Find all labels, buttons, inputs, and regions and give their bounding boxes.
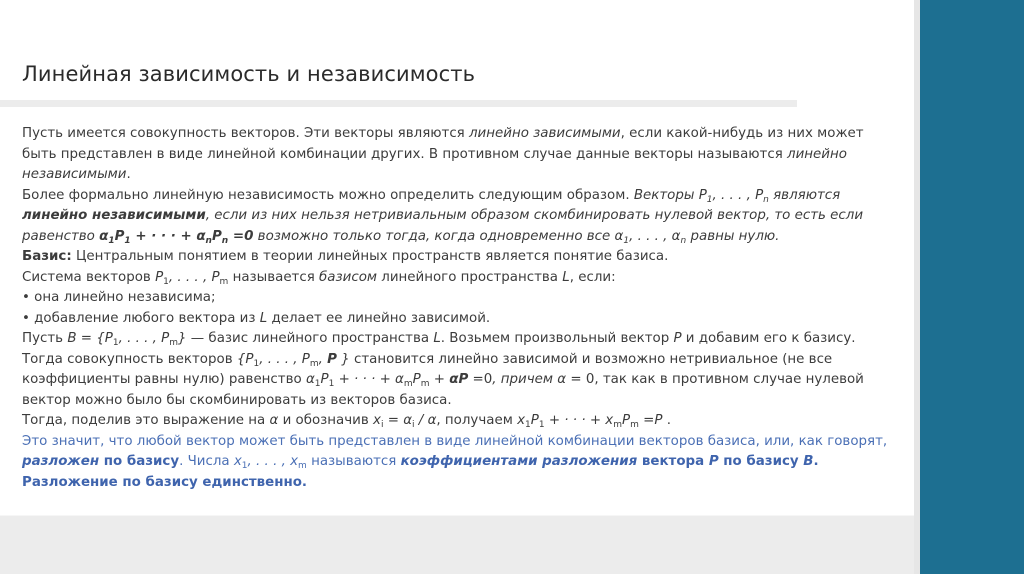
text: , . . . , α xyxy=(629,228,681,244)
uniqueness-statement: Разложение по базису единственно. xyxy=(22,474,307,490)
subscript: 1 xyxy=(328,379,335,389)
subscript: m xyxy=(309,358,319,369)
text: , . . . , P xyxy=(259,351,310,367)
text: Пусть xyxy=(22,331,68,346)
paragraph-basis-definition xyxy=(22,268,892,289)
text: , если из них нельзя нетривиальным образом скомбинировать нулевой вектор, то есть если равенство xyxy=(22,208,864,244)
text: возможно только тогда, когда одновременно все α xyxy=(253,228,624,244)
subscript: n xyxy=(680,235,687,246)
text: называются xyxy=(306,454,401,469)
text: P xyxy=(530,413,539,428)
text: P xyxy=(320,372,329,387)
text: P xyxy=(673,331,682,346)
text: α xyxy=(269,413,279,428)
text: = { xyxy=(76,331,105,346)
text: Пусть имеется совокупность векторов. Эти векторы являются xyxy=(22,126,469,141)
text: Центральным понятием в теории линейных пространств является понятие базиса. xyxy=(71,249,669,264)
paragraph-basis-proof xyxy=(22,329,892,411)
text: и обозначив xyxy=(278,413,374,428)
text: являются xyxy=(768,187,841,203)
text: вектора xyxy=(637,454,709,469)
text: + · · · + x xyxy=(544,413,614,428)
subscript: m xyxy=(219,276,229,287)
subscript: 1 xyxy=(314,379,321,389)
slide-title: Линейная зависимость и независимость xyxy=(22,62,476,86)
text: . xyxy=(126,167,131,182)
slide-body xyxy=(22,124,892,493)
text: } xyxy=(336,351,350,367)
subscript: 1 xyxy=(253,358,260,369)
text: , . . . , P xyxy=(168,269,220,285)
text: =0 xyxy=(228,228,254,244)
text: x xyxy=(517,413,526,428)
text: — базис линейного пространства xyxy=(186,331,434,346)
text: становится линейно зависимой и возможно нетривиальное (не все коэффициенты равны нулю) равенство xyxy=(22,351,833,387)
text: / α xyxy=(414,413,437,428)
term-decomposed: разложен xyxy=(22,454,100,469)
text: αP xyxy=(449,372,469,387)
text: , причем xyxy=(492,372,558,387)
text: α xyxy=(99,228,109,244)
text: , . . . , x xyxy=(247,454,299,469)
subscript: n xyxy=(205,235,212,246)
subscript: 1 xyxy=(706,194,713,205)
text: =0 xyxy=(468,372,493,387)
subscript: 1 xyxy=(112,338,119,348)
text: P xyxy=(104,331,113,346)
text: {P xyxy=(236,351,254,367)
text: α xyxy=(557,372,567,387)
subscript: m xyxy=(169,338,178,348)
text: называется xyxy=(228,269,320,285)
text: по базису xyxy=(99,454,180,469)
subscript: 1 xyxy=(124,235,131,246)
text: Более формально линейную независимость можно определить следующим образом. xyxy=(22,187,634,203)
text: P xyxy=(412,372,421,387)
text: , если какой-нибудь из них может быть представлен в виде линейной комбинации других. В противном случае данные векторы называются xyxy=(22,126,864,162)
text: B xyxy=(67,331,77,346)
subscript: 1 xyxy=(525,420,531,430)
text: L xyxy=(562,269,570,285)
subscript: m xyxy=(420,379,430,389)
text: Это значит, что любой вектор может быть представлен в виде линейной комбинации векторов базиса, или, как говорят, xyxy=(22,433,888,449)
text: по базису xyxy=(718,454,804,469)
subscript: 1 xyxy=(241,461,248,471)
text: =P xyxy=(638,413,663,428)
title-underline xyxy=(0,100,797,107)
bullet-item: • она линейно независима; xyxy=(22,290,216,305)
text: P xyxy=(708,454,719,469)
paragraph-basis xyxy=(22,247,892,268)
text: } xyxy=(178,331,187,346)
paragraph-definition xyxy=(22,124,892,186)
text: + xyxy=(429,372,450,387)
text: Система векторов xyxy=(22,269,156,285)
paragraph-division xyxy=(22,411,892,432)
term-linearly-independent-bold: линейно независимыми xyxy=(22,208,206,223)
text: P xyxy=(114,228,125,244)
text: , . . . , P xyxy=(118,331,170,346)
text: L xyxy=(259,310,268,326)
subscript: m xyxy=(403,379,413,389)
text: . xyxy=(813,454,819,469)
text: равны нулю. xyxy=(686,228,780,244)
text: B xyxy=(803,454,814,469)
text: + · · · + α xyxy=(334,372,404,387)
text: P xyxy=(622,413,631,428)
text: α xyxy=(403,413,413,428)
text: и добавим его к базису. Тогда совокупность векторов xyxy=(22,331,856,367)
text: α xyxy=(305,372,315,387)
text: делает ее линейно зависимой. xyxy=(267,310,491,326)
subscript: 1 xyxy=(108,235,115,246)
text: P xyxy=(155,269,164,285)
text: x xyxy=(233,454,242,469)
paragraph-formal-definition xyxy=(22,186,892,248)
text: Векторы P xyxy=(633,187,707,203)
subscript: 1 xyxy=(163,276,169,287)
text: , xyxy=(318,351,328,367)
text: , если: xyxy=(569,269,616,285)
text: P xyxy=(211,228,222,244)
subscript: 1 xyxy=(538,420,545,430)
text: , получаем xyxy=(436,413,518,428)
text: линейного пространства xyxy=(377,269,563,285)
paragraph-decomposition xyxy=(22,432,892,494)
text: P xyxy=(327,351,337,367)
basis-heading: Базис: xyxy=(22,249,72,264)
subscript: i xyxy=(412,420,415,430)
text: + · · · + α xyxy=(130,228,206,244)
text: . xyxy=(662,413,671,428)
subscript: m xyxy=(630,420,639,430)
term-linearly-dependent: линейно зависимыми xyxy=(469,126,621,141)
text: , . . . , P xyxy=(712,187,764,203)
term-basis: базисом xyxy=(319,269,377,285)
subscript: 1 xyxy=(623,235,630,246)
text: x xyxy=(373,413,381,428)
text: = xyxy=(383,413,404,428)
term-coefficients: коэффициентами разложения xyxy=(400,454,638,469)
right-accent-bar xyxy=(920,0,1024,574)
text: = 0, так как в противном случае нулевой вектор можно было бы скомбинировать из векторов базиса. xyxy=(22,372,864,408)
bullet-item xyxy=(22,309,892,330)
text: Тогда, поделив это выражение на xyxy=(22,413,270,428)
text: . Числа xyxy=(179,454,234,469)
subscript: n xyxy=(221,235,229,246)
term-linearly-independent: линейно независимыми xyxy=(22,146,847,182)
subscript: i xyxy=(380,420,384,430)
text: . Возьмем произвольный вектор xyxy=(440,331,674,346)
subscript: n xyxy=(763,194,769,205)
subscript: m xyxy=(613,420,623,430)
text: L xyxy=(433,331,441,346)
text: • добавление любого вектора из xyxy=(22,310,260,326)
subscript: m xyxy=(298,461,307,471)
